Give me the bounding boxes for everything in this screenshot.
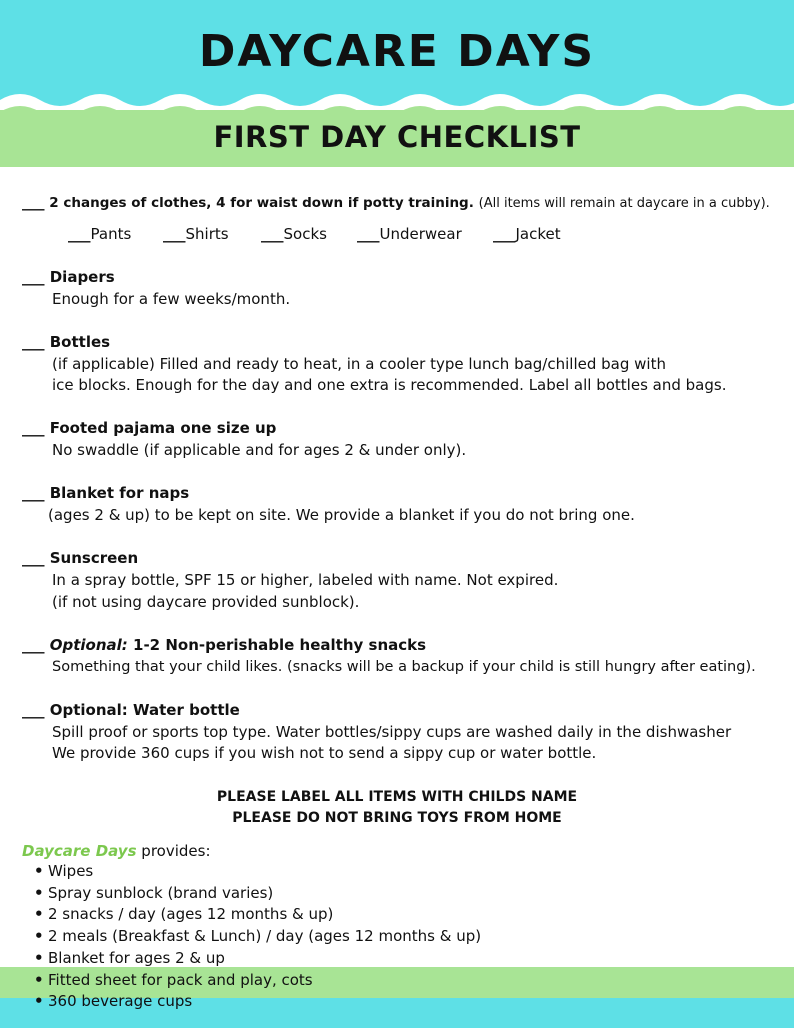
list-item: • Fitted sheet for pack and play, cots xyxy=(34,970,481,992)
clothes-item: ___Underwear xyxy=(357,225,462,243)
optional-label: Optional: xyxy=(49,636,128,654)
brand-name: Daycare Days xyxy=(22,842,137,860)
bottles-detail: ice blocks. Enough for the day and one extra is recommended. Label all bottles and bags. xyxy=(52,376,727,394)
bottles-detail: (if applicable) Filled and ready to heat, in a cooler type lunch bag/chilled bag with xyxy=(52,355,666,373)
list-item: • 360 beverage cups xyxy=(34,991,481,1013)
checklist-item-snacks: ___ Optional: 1-2 Non-perishable healthy snacks xyxy=(22,636,427,654)
checklist-item-blanket: ___ Blanket for naps xyxy=(22,484,190,502)
clothes-item: ___Jacket xyxy=(493,225,561,243)
snacks-detail: Something that your child likes. (snacks will be a backup if your child is still hungry after eating). xyxy=(52,659,756,675)
list-item: • 2 meals (Breakfast & Lunch) / day (ages 12 months & up) xyxy=(34,926,481,948)
sunscreen-detail: (if not using daycare provided sunblock). xyxy=(52,593,360,611)
clothes-item: ___Pants xyxy=(68,225,132,243)
list-item: • Wipes xyxy=(34,861,481,883)
checklist-item-sunscreen: ___ Sunscreen xyxy=(22,549,139,567)
label-notice: PLEASE LABEL ALL ITEMS WITH CHILDS NAME xyxy=(216,789,578,805)
water-bottle-detail: We provide 360 cups if you wish not to send a sippy cup or water bottle. xyxy=(52,744,597,762)
water-bottle-detail: Spill proof or sports top type. Water bottles/sippy cups are washed daily in the dishwasher xyxy=(52,723,732,741)
diapers-detail: Enough for a few weeks/month. xyxy=(52,290,291,308)
checklist-item-pajama: ___ Footed pajama one size up xyxy=(22,419,277,437)
list-item: • Blanket for ages 2 & up xyxy=(34,948,481,970)
pajama-detail: No swaddle (if applicable and for ages 2 & under only). xyxy=(52,441,467,459)
page-title: DAYCARE DAYS xyxy=(198,26,596,77)
clothes-heading: 2 changes of clothes, 4 for waist down if potty training. xyxy=(49,195,474,211)
checklist-item-water-bottle: ___ Optional: Water bottle xyxy=(22,701,240,719)
provides-heading: Daycare Days provides: xyxy=(22,842,211,860)
clothes-item: ___Socks xyxy=(261,225,327,243)
list-item: • 2 snacks / day (ages 12 months & up) xyxy=(34,904,481,926)
toys-notice: PLEASE DO NOT BRING TOYS FROM HOME xyxy=(232,810,562,826)
clothes-item: ___Shirts xyxy=(163,225,229,243)
checklist-item-bottles: ___ Bottles xyxy=(22,333,111,351)
checklist-item-diapers: ___ Diapers xyxy=(22,268,115,286)
provides-list xyxy=(34,861,481,1013)
clothes-note: (All items will remain at daycare in a cubby). xyxy=(478,196,770,211)
blanket-detail: (ages 2 & up) to be kept on site. We provide a blanket if you do not bring one. xyxy=(48,506,635,524)
list-item: • Spray sunblock (brand varies) xyxy=(34,883,481,905)
checklist-item-clothes: ___ 2 changes of clothes, 4 for waist down if potty training. (All items will remain at daycare in a cubby). xyxy=(22,193,770,211)
sunscreen-detail: In a spray bottle, SPF 15 or higher, labeled with name. Not expired. xyxy=(52,571,559,589)
page-subtitle: FIRST DAY CHECKLIST xyxy=(213,120,581,154)
